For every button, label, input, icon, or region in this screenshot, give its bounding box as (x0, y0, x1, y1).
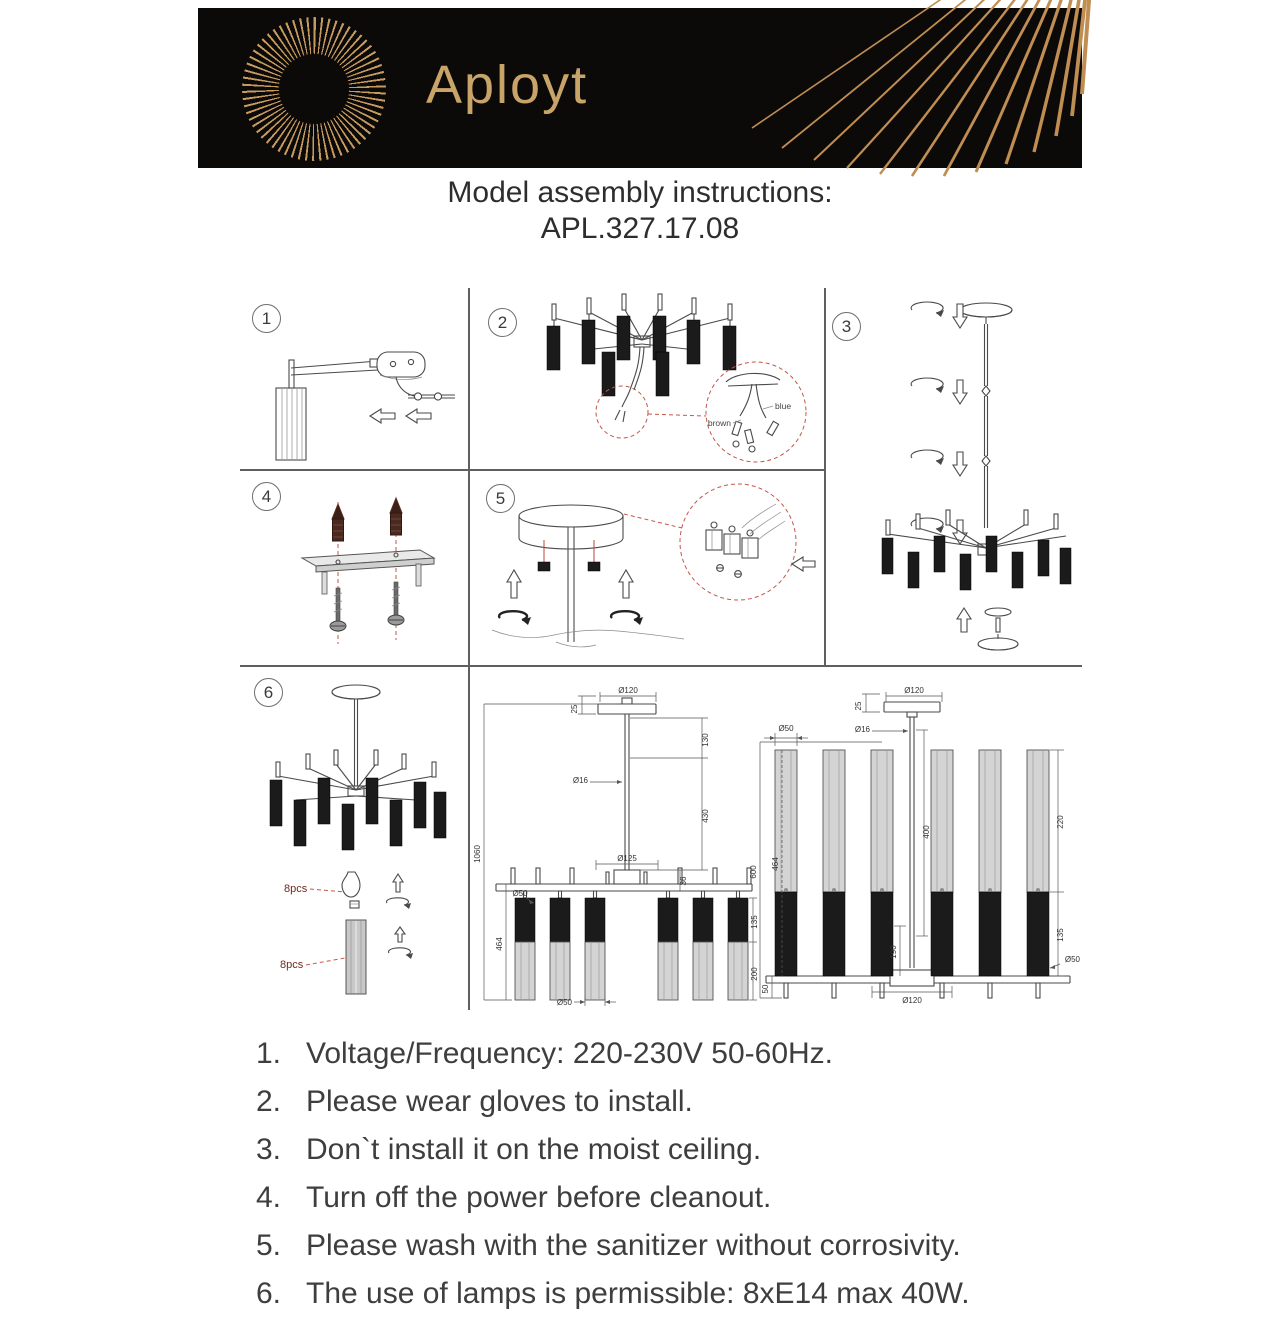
dim-hub-h: 36 (679, 876, 688, 886)
canopy-screws (538, 540, 600, 571)
item-number: 5. (256, 1229, 282, 1262)
bottom-parts (957, 608, 1018, 650)
step2-diagram (484, 294, 819, 466)
item-text: Don`t install it on the moist ceiling. (306, 1133, 762, 1166)
arm-lamp (276, 352, 455, 460)
model-number: APL.327.17.08 (540, 212, 740, 245)
dim-canopy-dia: Ø120 (618, 686, 638, 695)
step-6-number: 6 (254, 678, 283, 707)
step3-diagram (836, 296, 1076, 662)
item-number: 1. (256, 1037, 282, 1070)
dim-total-h: 1060 (473, 845, 482, 863)
anchor-bolts (332, 498, 402, 541)
step-4-number: 4 (252, 482, 281, 511)
dim-glass-h: 220 (1056, 815, 1065, 829)
terminal-detail (624, 484, 815, 600)
bulb-part (284, 872, 411, 909)
list-item (256, 1030, 1056, 1078)
dim-shade-dia: Ø50 (512, 889, 528, 898)
dim-body-h: 464 (495, 937, 504, 951)
slide-arrows-icon (370, 409, 431, 423)
shade-part (280, 920, 413, 994)
step-2-number: 2 (488, 308, 517, 337)
step4-diagram (276, 494, 461, 662)
list-item (256, 1174, 1056, 1222)
rays-decoration-icon (752, 8, 1082, 170)
step6-diagram (248, 680, 468, 1005)
up-arrows-icon (507, 570, 633, 598)
brand-banner (198, 8, 1082, 168)
dim-total-h: 600 (749, 865, 758, 879)
bulb-qty-label: 8pcs (284, 883, 308, 895)
tech-side-drawing (749, 686, 1082, 1005)
dim-rod-seg2: 430 (701, 809, 710, 823)
list-item (256, 1078, 1056, 1126)
wire-blue-label: blue (775, 401, 792, 411)
front-shades (515, 898, 748, 1000)
dim-bracket-h: 25 (570, 704, 579, 714)
instruction-list (256, 1030, 1056, 1318)
wiring-detail (596, 362, 806, 462)
dim-rod-h: 400 (922, 825, 931, 839)
dim-body-h: 464 (771, 857, 780, 871)
side-structure (766, 702, 1070, 998)
step-5-number: 5 (486, 484, 515, 513)
step5-diagram (486, 480, 818, 662)
dim-shade-top-h: 135 (750, 915, 759, 929)
chandelier-body (882, 510, 1071, 590)
dim-shade-dia-right: Ø50 (1064, 955, 1080, 964)
dim-dark-h: 135 (1056, 928, 1065, 942)
dim-bracket-h: 25 (854, 701, 863, 711)
chandelier-frame (547, 294, 736, 396)
tech-front-drawing (468, 684, 760, 1006)
diagram-grid (240, 288, 1082, 1010)
grid-vline-2 (824, 288, 826, 665)
item-text: Please wear gloves to install. (306, 1085, 693, 1118)
dim-rod-dia: Ø16 (854, 725, 870, 734)
dim-shade-glass-h: 200 (750, 967, 759, 981)
item-number: 4. (256, 1181, 282, 1214)
dim-base-dia: Ø120 (902, 996, 922, 1005)
dim-hub-dia: Ø125 (617, 854, 637, 863)
page-title: Model assembly instructions: (447, 176, 833, 209)
front-structure (496, 698, 752, 898)
screws (330, 582, 404, 631)
canopy (519, 505, 623, 642)
grid-hline-1 (240, 469, 825, 471)
grid-hline-2 (240, 665, 1082, 667)
rotate-arrows-icon (499, 611, 643, 625)
dim-rod-seg1: 130 (701, 733, 710, 747)
step-3-number: 3 (832, 312, 861, 341)
wire-brown-label: brown (707, 418, 731, 428)
item-text: Voltage/Frequency: 220-230V 50-60Hz. (306, 1037, 834, 1070)
list-item (256, 1126, 1056, 1174)
dim-post-h: 50 (761, 984, 770, 994)
rotate-arrows-icon (911, 302, 944, 533)
item-text: Turn off the power before cleanout. (306, 1181, 772, 1214)
bracket (302, 550, 434, 594)
list-item (256, 1270, 1056, 1318)
shade-qty-label: 8pcs (280, 959, 304, 971)
dim-hub-h: 190 (889, 945, 898, 959)
chandelier (270, 685, 446, 850)
step1-diagram (258, 326, 458, 464)
item-number: 6. (256, 1277, 282, 1310)
item-text: The use of lamps is permissible: 8xE14 max 40W. (306, 1277, 970, 1310)
canopy (960, 303, 1012, 324)
item-number: 3. (256, 1133, 282, 1166)
ceiling-wave (492, 630, 684, 647)
sunburst-logo-icon (242, 17, 386, 161)
item-number: 2. (256, 1085, 282, 1118)
dim-rod-dia: Ø16 (572, 776, 588, 785)
dim-canopy-dia: Ø120 (904, 686, 924, 695)
side-shades (775, 750, 1049, 976)
dim-shade-dia-bottom: Ø50 (556, 998, 572, 1007)
dim-shade-dia: Ø50 (778, 724, 794, 733)
brand-name: Aployt (426, 55, 589, 115)
down-arrows-icon (953, 304, 967, 544)
rod-segments (982, 324, 990, 528)
item-text: Please wash with the sanitizer without corrosivity. (306, 1229, 961, 1262)
step-1-number: 1 (252, 304, 281, 333)
list-item (256, 1222, 1056, 1270)
alignment-lines (338, 498, 396, 644)
